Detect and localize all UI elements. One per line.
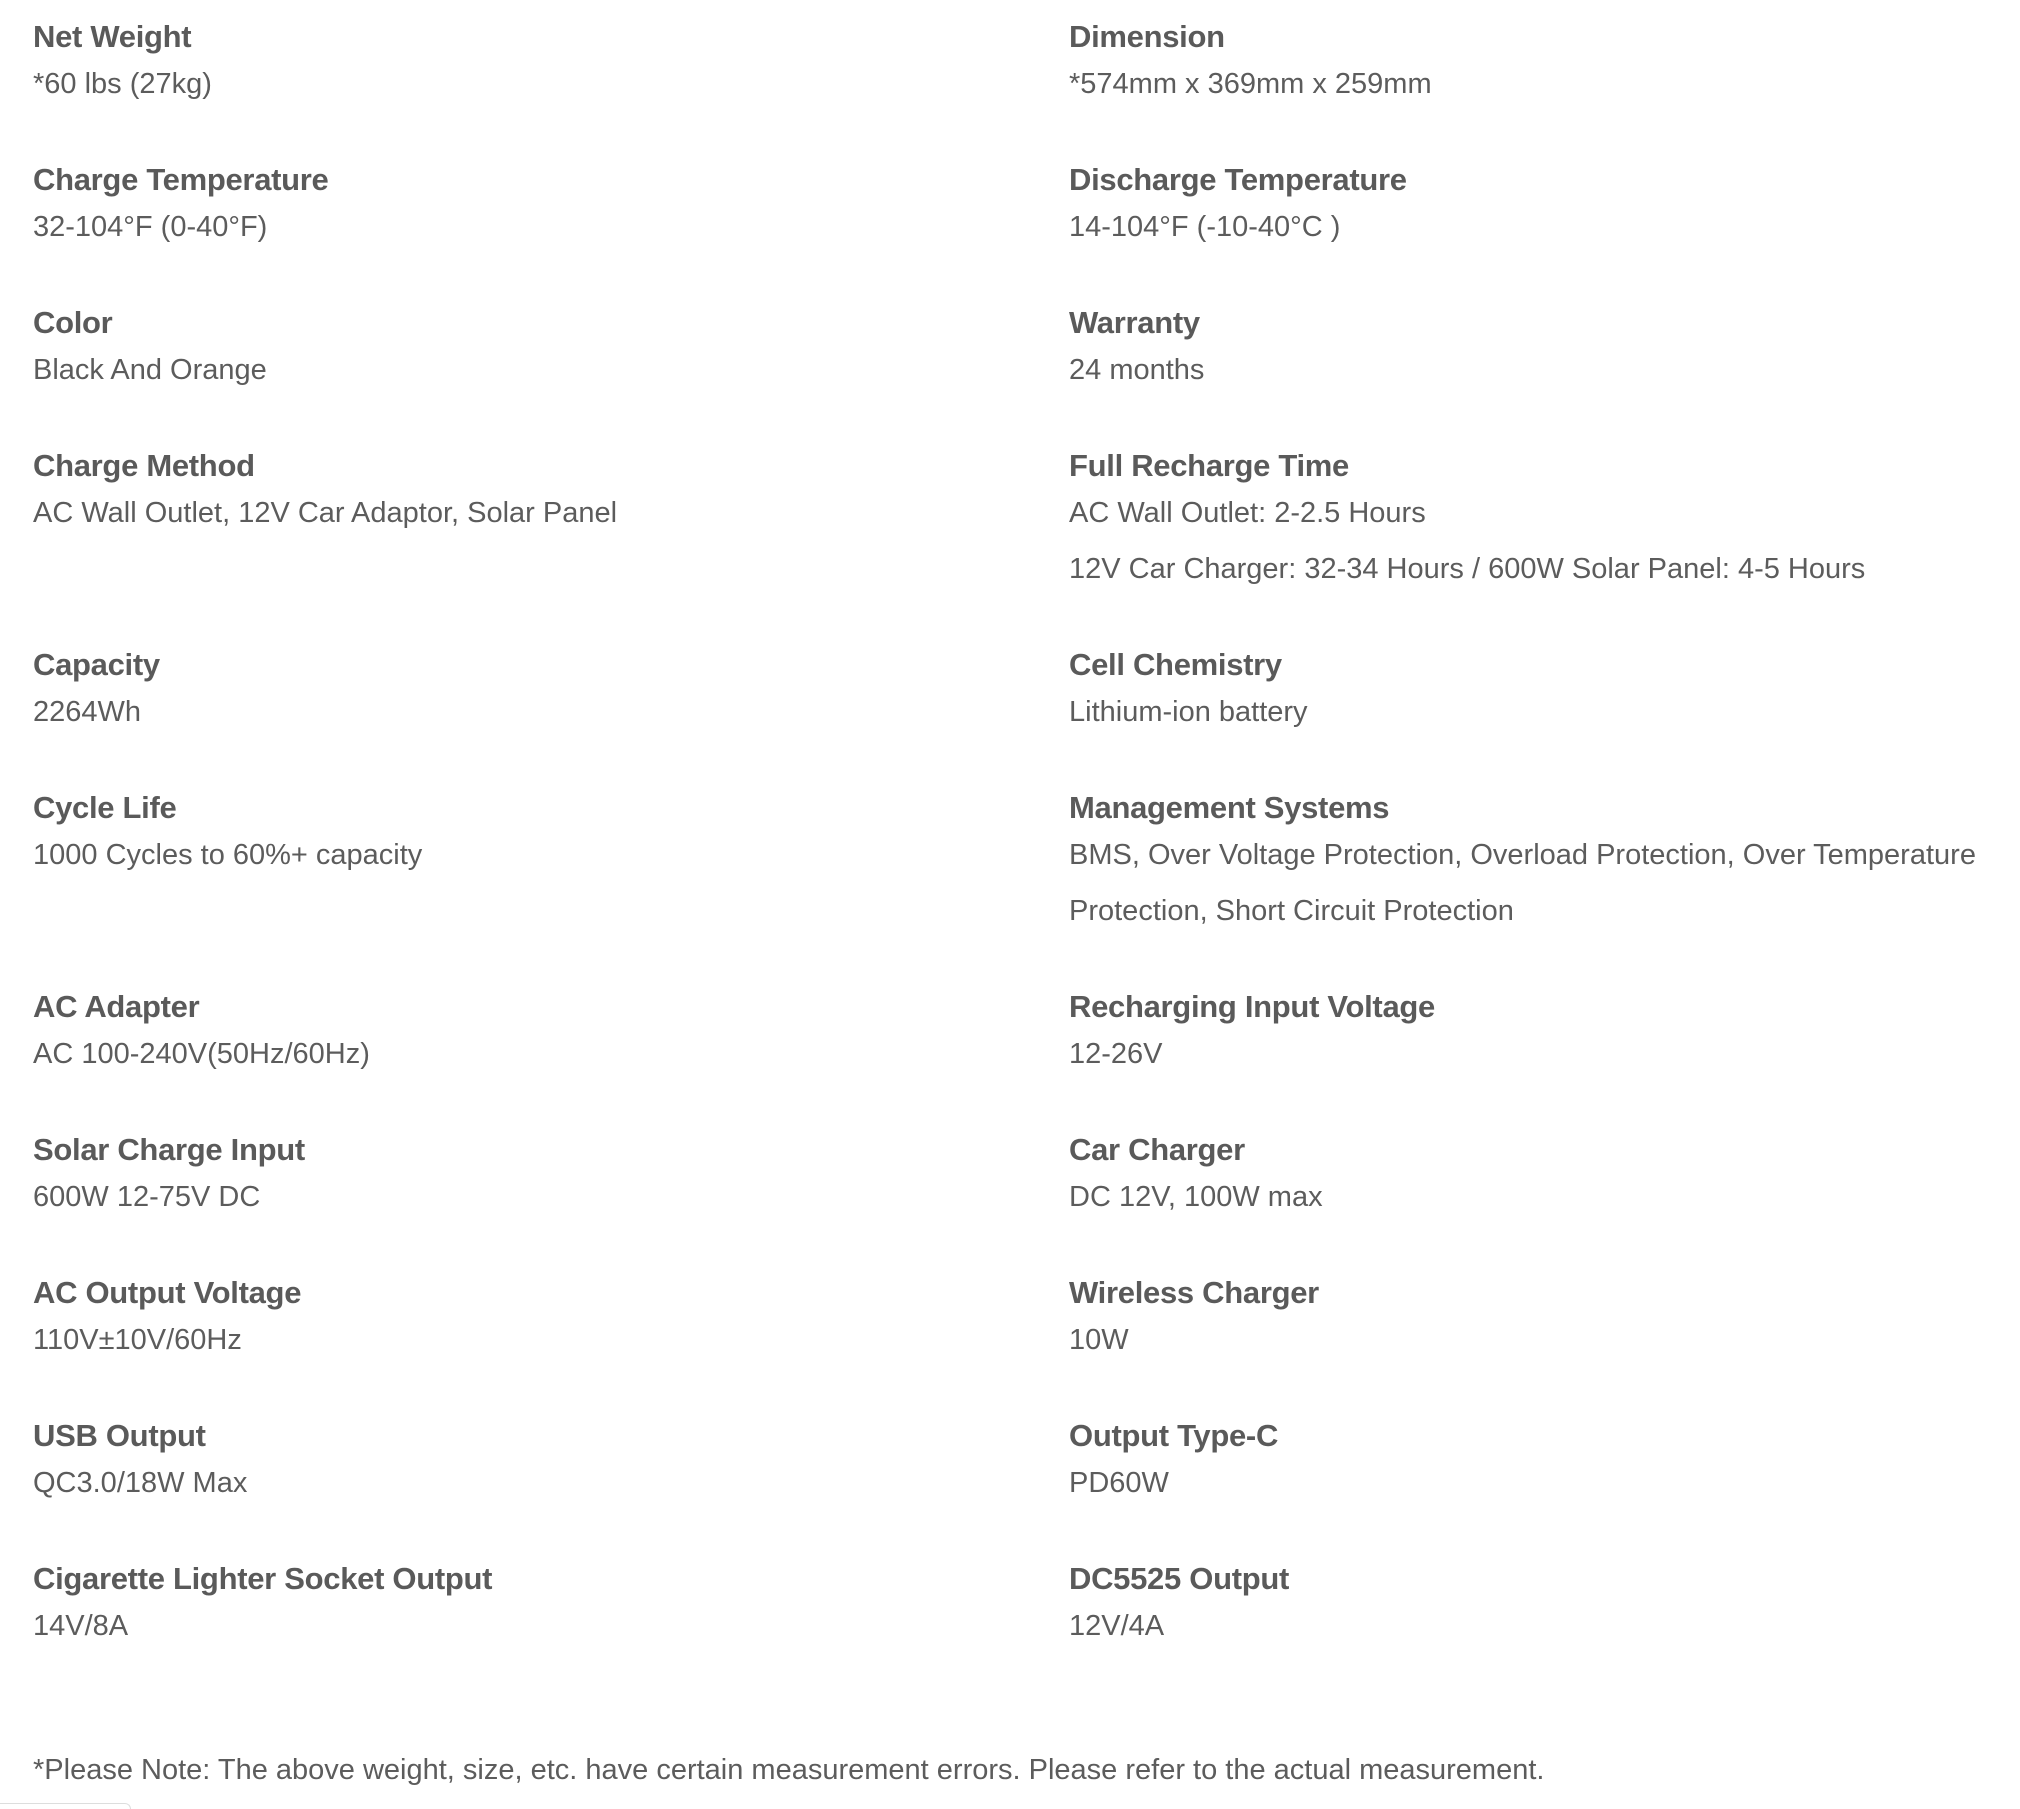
spec-item-car-charger xyxy=(1069,1113,2020,1256)
spec-item-charge-method xyxy=(33,429,1069,628)
spec-row xyxy=(33,1542,2020,1685)
spec-label: Warranty xyxy=(1069,305,1200,340)
spec-label: Capacity xyxy=(33,647,160,682)
spec-grid xyxy=(33,0,2020,1685)
spec-value: 12V Car Charger: 32-34 Hours / 600W Solar Panel: 4-5 Hours xyxy=(1069,553,1866,585)
spec-row xyxy=(33,1399,2020,1542)
spec-item-capacity xyxy=(33,628,1069,771)
spec-label: Charge Method xyxy=(33,448,255,483)
spec-value: 24 months xyxy=(1069,354,1205,386)
spec-label: AC Adapter xyxy=(33,989,200,1024)
spec-value: AC Wall Outlet: 2-2.5 Hours xyxy=(1069,497,1426,529)
spec-label: Solar Charge Input xyxy=(33,1132,305,1167)
spec-value: 600W 12-75V DC xyxy=(33,1181,261,1213)
spec-item-management-systems xyxy=(1069,771,2020,970)
spec-label: USB Output xyxy=(33,1418,206,1453)
spec-item-recharging-input-voltage xyxy=(1069,970,2020,1113)
measurement-note: *Please Note: The above weight, size, etc. have certain measurement errors. Please refer to the actual measurement. xyxy=(33,1754,1545,1786)
spec-value: 2264Wh xyxy=(33,696,142,728)
spec-label: Car Charger xyxy=(1069,1132,1245,1167)
spec-item-wireless-charger xyxy=(1069,1256,2020,1399)
spec-label: Management Systems xyxy=(1069,790,1390,825)
spec-label: Net Weight xyxy=(33,19,192,54)
spec-value: BMS, Over Voltage Protection, Overload Protection, Over Temperature xyxy=(1069,839,1976,871)
spec-item-dc5525-output xyxy=(1069,1542,2020,1685)
spec-label: Dimension xyxy=(1069,19,1225,54)
spec-value: 12V/4A xyxy=(1069,1610,1165,1642)
spec-value: 10W xyxy=(1069,1324,1129,1356)
spec-item-usb-output xyxy=(33,1399,1069,1542)
spec-label: Full Recharge Time xyxy=(1069,448,1350,483)
spec-value: Black And Orange xyxy=(33,354,267,386)
spec-item-dimension xyxy=(1069,0,2020,143)
spec-label: Output Type-C xyxy=(1069,1418,1279,1453)
spec-value: PD60W xyxy=(1069,1467,1169,1499)
spec-label: Charge Temperature xyxy=(33,162,329,197)
spec-item-full-recharge-time xyxy=(1069,429,2020,628)
spec-item-solar-charge-input xyxy=(33,1113,1069,1256)
spec-label: Cycle Life xyxy=(33,790,177,825)
spec-label: Cell Chemistry xyxy=(1069,647,1282,682)
spec-label: DC5525 Output xyxy=(1069,1561,1290,1596)
spec-value: Protection, Short Circuit Protection xyxy=(1069,895,1514,927)
spec-row xyxy=(33,429,2020,628)
spec-item-warranty xyxy=(1069,286,2020,429)
spec-label: Wireless Charger xyxy=(1069,1275,1319,1310)
spec-value: AC 100-240V(50Hz/60Hz) xyxy=(33,1038,370,1070)
spec-value: Lithium-ion battery xyxy=(1069,696,1308,728)
spec-value: DC 12V, 100W max xyxy=(1069,1181,1323,1213)
spec-row xyxy=(33,628,2020,771)
spec-value: *574mm x 369mm x 259mm xyxy=(1069,68,1432,100)
spec-value: AC Wall Outlet, 12V Car Adaptor, Solar Panel xyxy=(33,497,618,529)
spec-item-net-weight xyxy=(33,0,1069,143)
spec-item-output-type-c xyxy=(1069,1399,2020,1542)
spec-row xyxy=(33,286,2020,429)
spec-value: 110V±10V/60Hz xyxy=(33,1324,242,1356)
spec-item-cell-chemistry xyxy=(1069,628,2020,771)
spec-value: 1000 Cycles to 60%+ capacity xyxy=(33,839,423,871)
spec-label: Color xyxy=(33,305,113,340)
spec-item-cigarette-lighter-socket-output xyxy=(33,1542,1069,1685)
spec-item-ac-output-voltage xyxy=(33,1256,1069,1399)
spec-item-charge-temperature xyxy=(33,143,1069,286)
spec-row xyxy=(33,143,2020,286)
corner-divider xyxy=(0,1803,131,1809)
spec-value: 14-104°F (-10-40°C ) xyxy=(1069,211,1341,243)
spec-item-color xyxy=(33,286,1069,429)
spec-row xyxy=(33,1256,2020,1399)
spec-label: Recharging Input Voltage xyxy=(1069,989,1435,1024)
spec-item-discharge-temperature xyxy=(1069,143,2020,286)
spec-value: QC3.0/18W Max xyxy=(33,1467,248,1499)
spec-value: 14V/8A xyxy=(33,1610,129,1642)
spec-value: *60 lbs (27kg) xyxy=(33,68,212,100)
spec-label: Cigarette Lighter Socket Output xyxy=(33,1561,493,1596)
spec-label: AC Output Voltage xyxy=(33,1275,302,1310)
spec-item-ac-adapter xyxy=(33,970,1069,1113)
spec-row xyxy=(33,970,2020,1113)
spec-value: 12-26V xyxy=(1069,1038,1163,1070)
spec-row xyxy=(33,0,2020,143)
spec-value: 32-104°F (0-40°F) xyxy=(33,211,268,243)
spec-row xyxy=(33,771,2020,970)
spec-item-cycle-life xyxy=(33,771,1069,970)
spec-label: Discharge Temperature xyxy=(1069,162,1407,197)
spec-row xyxy=(33,1113,2020,1256)
